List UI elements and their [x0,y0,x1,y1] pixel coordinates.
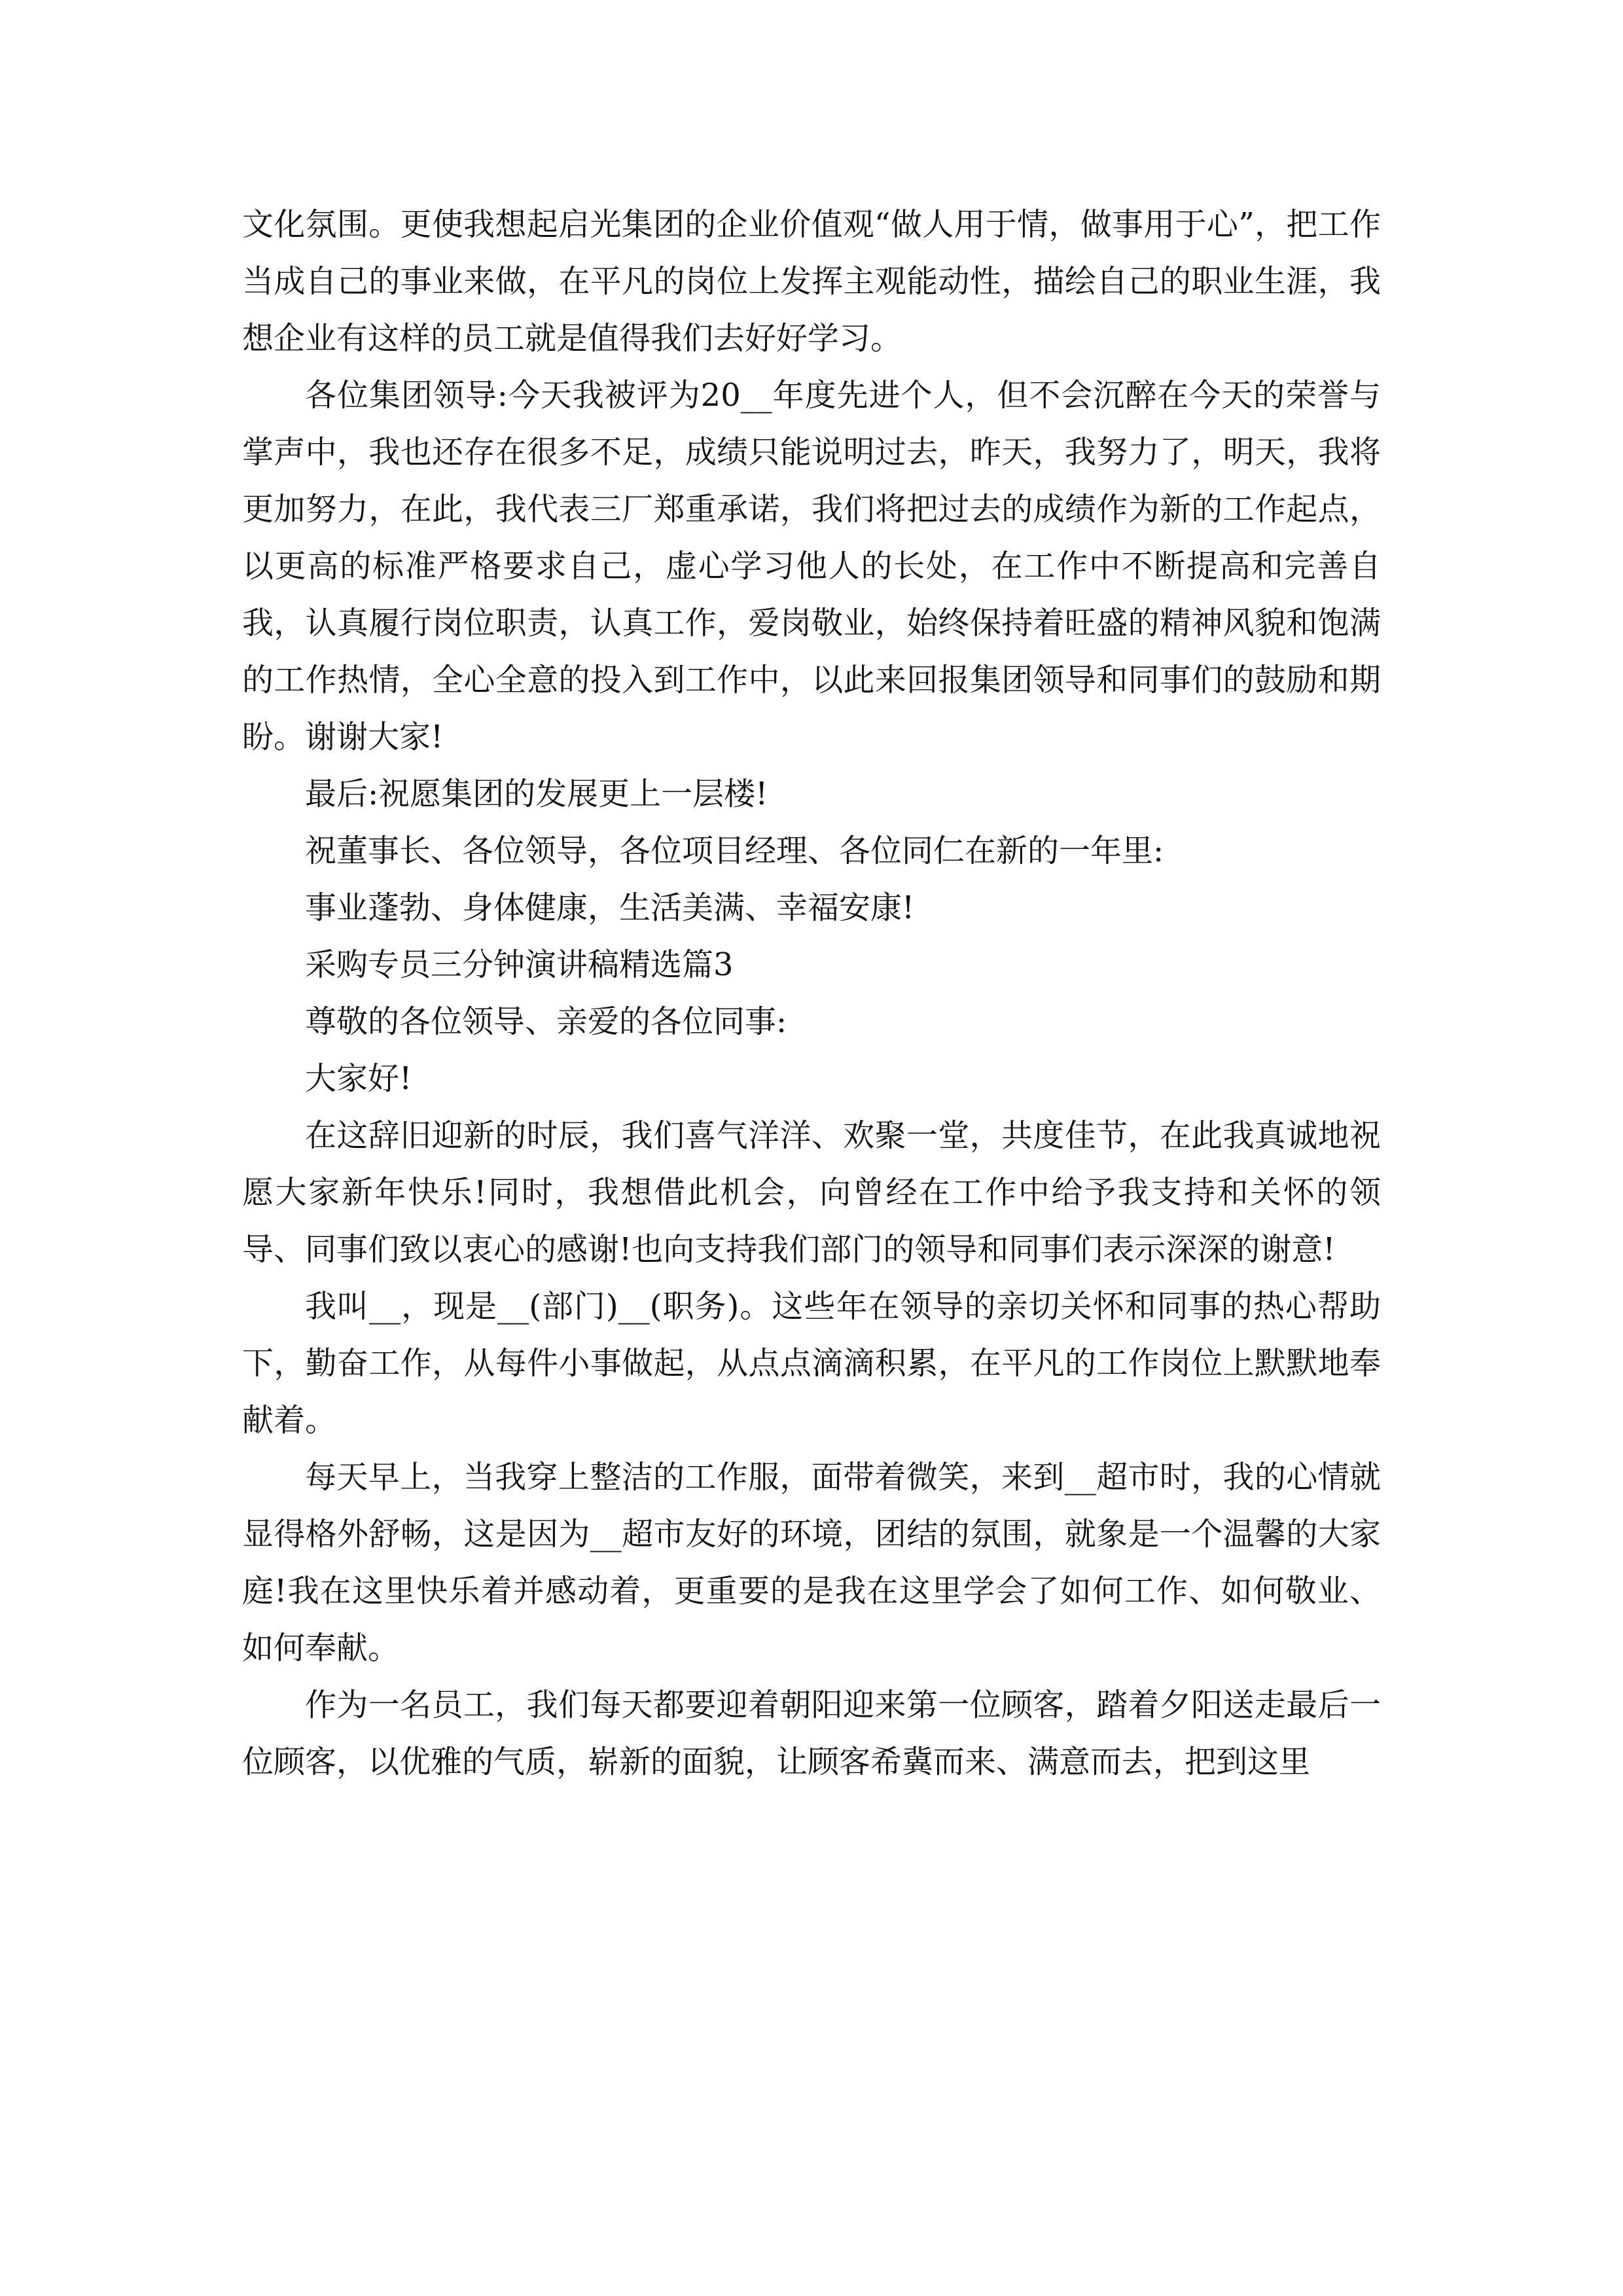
paragraph-2: 各位集团领导:今天我被评为20__年度先进个人，但不会沉醉在今天的荣誉与掌声中，我也还存在很多不足，成绩只能说明过去，昨天，我努力了，明天，我将更加努力，在此，我代表三厂郑重承诺，我们将把过去的成绩作为新的工作起点，以更高的标准严格要求自己，虚心学习他人的长处，在工作中不断提高和完善自我，认真履行岗位职责，认真工作，爱岗敬业，始终保持着旺盛的精神风貌和饱满的工作热情，全心全意的投入到工作中，以此来回报集团领导和同事们的鼓励和期盼。谢谢大家! [242,377,1381,755]
paragraph-1: 文化氛围。更使我想起启光集团的企业价值观“做人用于情，做事用于心”，把工作当成自己的事业来做，在平凡的岗位上发挥主观能动性，描绘自己的职业生涯，我想企业有这样的员工就是值得我们去好好学习。 [242,206,1381,357]
paragraph-9: 在这辞旧迎新的时辰，我们喜气洋洋、欢聚一堂，共度佳节，在此我真诚地祝愿大家新年快乐!同时，我想借此机会，向曾经在工作中给予我支持和关怀的领导、同事们致以衷心的感谢!也向支持我们部门的领导和同事们表示深深的谢意! [242,1117,1381,1268]
paragraph-10: 我叫__，现是__(部门)__(职务)。这些年在领导的亲切关怀和同事的热心帮助下，勤奋工作，从每件小事做起，从点点滴滴积累，在平凡的工作岗位上默默地奉献着。 [242,1288,1381,1439]
paragraph-3: 最后:祝愿集团的发展更上一层楼! [305,776,768,812]
paragraph-11: 每天早上，当我穿上整洁的工作服，面带着微笑，来到__超市时，我的心情就显得格外舒畅，这是因为__超市友好的环境，团结的氛围，就象是一个温馨的大家庭!我在这里快乐着并感动着，更重要的是我在这里学会了如何工作、如何敬业、如何奉献。 [242,1459,1381,1666]
paragraph-5: 事业蓬勃、身体健康，生活美满、幸福安康! [305,889,915,926]
paragraph-4: 祝董事长、各位领导，各位项目经理、各位同仁在新的一年里: [305,833,1164,869]
greeting: 大家好! [305,1060,412,1097]
document-page [242,196,1381,1791]
section-heading: 采购专员三分钟演讲稿精选篇3 [305,946,734,983]
paragraph-12: 作为一名员工，我们每天都要迎着朝阳迎来第一位顾客，踏着夕阳送走最后一位顾客，以优雅的气质，崭新的面貌，让顾客希冀而来、满意而去，把到这里 [242,1687,1381,1780]
salutation: 尊敬的各位领导、亲爱的各位同事: [305,1003,787,1040]
